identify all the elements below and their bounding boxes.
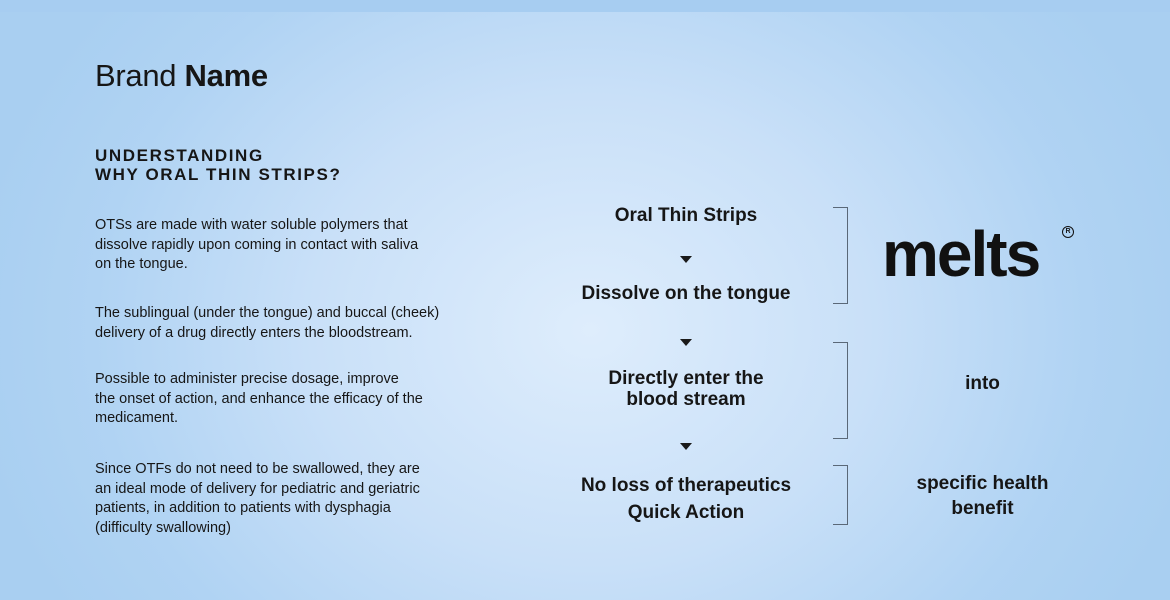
registered-mark-icon: R	[1062, 226, 1074, 238]
flow-step-line: Directly enter the	[608, 368, 764, 389]
paragraph-line: the onset of action, and enhance the efficacy of the	[95, 390, 423, 407]
benefit-label	[880, 471, 1085, 521]
flow-step-line: blood stream	[626, 389, 746, 410]
paragraph-4	[95, 460, 475, 538]
paragraph-3	[95, 370, 475, 429]
arrow-down-icon	[680, 256, 692, 263]
flow-step-oral-thin-strips: Oral Thin Strips	[614, 205, 758, 226]
paragraph-line: OTSs are made with water soluble polymers that	[95, 217, 408, 233]
paragraph-2	[95, 304, 475, 343]
flow-step-bloodstream	[556, 368, 816, 410]
arrow-down-icon	[680, 339, 692, 346]
brand-name	[95, 58, 268, 94]
paragraph-line: The sublingual (under the tongue) and buccal (cheek)	[95, 305, 440, 321]
flow-step-line: No loss of therapeutics	[580, 475, 792, 496]
heading-line-1: UNDERSTANDING	[95, 146, 264, 165]
paragraph-line: Possible to administer precise dosage, improve	[95, 371, 399, 387]
arrow-down-icon	[680, 443, 692, 450]
flow-step-benefits	[556, 472, 816, 526]
benefit-line: specific health	[916, 473, 1049, 494]
paragraph-1	[95, 216, 475, 275]
top-strip	[0, 0, 1170, 12]
paragraph-line: dissolve rapidly upon coming in contact with saliva	[95, 236, 419, 253]
brand-light: Brand	[95, 58, 185, 93]
into-label: into	[965, 373, 1000, 394]
paragraph-line: patients, in addition to patients with dysphagia	[95, 500, 391, 516]
paragraph-line: on the tongue.	[95, 256, 188, 272]
flow-step-line: Quick Action	[627, 502, 745, 523]
heading-line-2: WHY ORAL THIN STRIPS?	[95, 165, 342, 184]
melts-logo: melts	[882, 218, 1040, 290]
paragraph-line: Since OTFs do not need to be swallowed, they are	[95, 461, 420, 477]
benefit-line: benefit	[951, 498, 1014, 519]
paragraph-line: (difficulty swallowing)	[95, 519, 231, 536]
paragraph-line: delivery of a drug directly enters the bloodstream.	[95, 324, 413, 341]
bracket-melts	[833, 207, 848, 304]
paragraph-line: medicament.	[95, 410, 179, 426]
flow-step-dissolve: Dissolve on the tongue	[581, 283, 791, 304]
section-heading	[95, 146, 341, 184]
brand-bold: Name	[184, 58, 268, 93]
bracket-into	[833, 342, 848, 439]
paragraph-line: an ideal mode of delivery for pediatric and geriatric	[95, 480, 420, 497]
bracket-benefit	[833, 465, 848, 525]
